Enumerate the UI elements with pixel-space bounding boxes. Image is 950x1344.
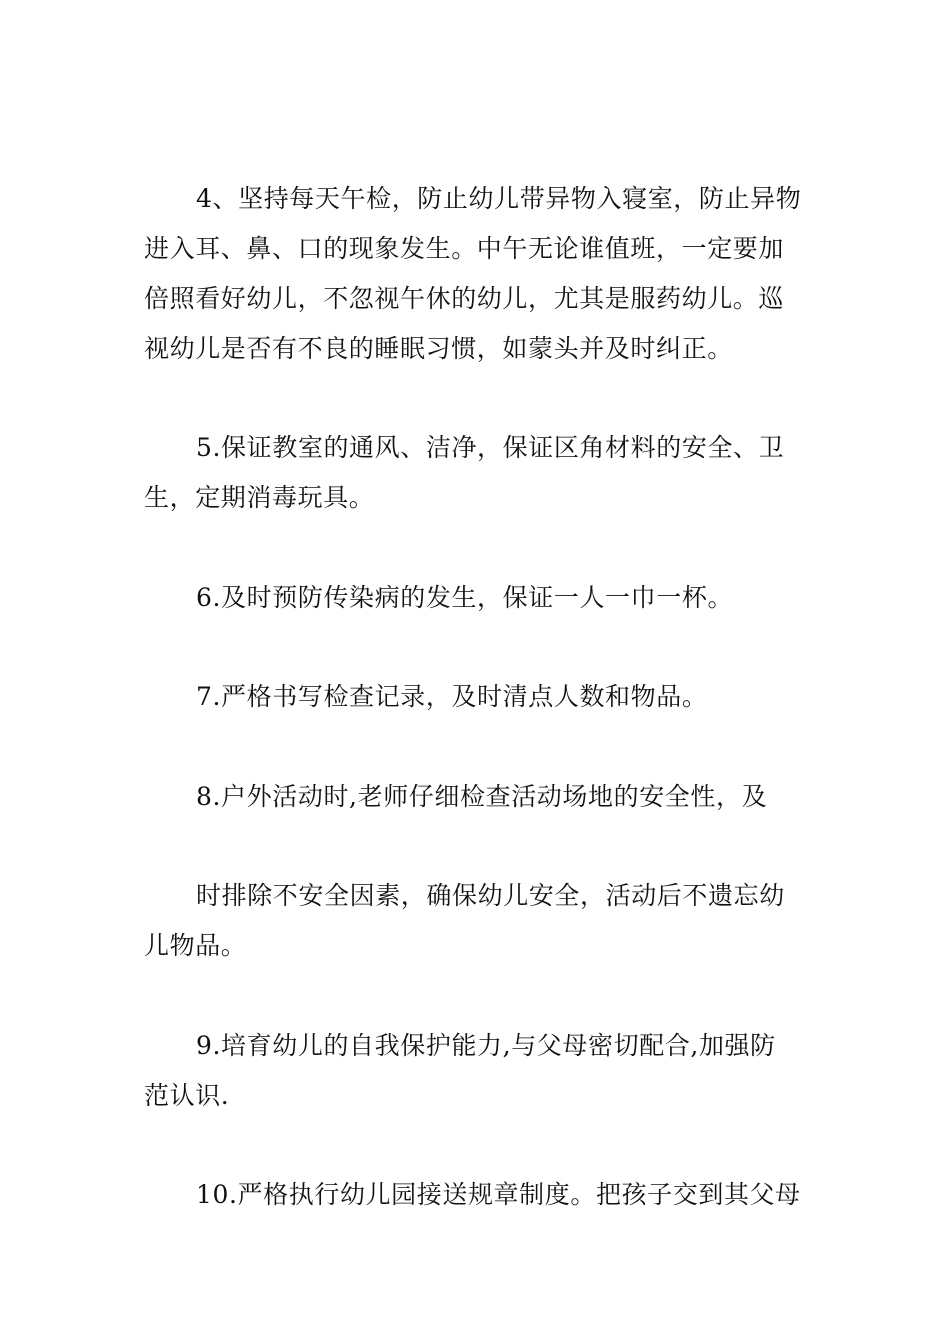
paragraph-9-line-2: 范认识. (144, 1081, 230, 1110)
paragraph-8-continuation-line-2: 儿物品。 (144, 931, 247, 960)
paragraph-4-line-4: 视幼儿是否有不良的睡眠习惯，如蒙头并及时纠正。 (144, 334, 733, 363)
paragraph-8-continuation-line-1: 时排除不安全因素，确保幼儿安全，活动后不遗忘幼 (196, 881, 785, 910)
paragraph-4-line-1: 4、坚持每天午检，防止幼儿带异物入寝室，防止异物 (196, 184, 802, 213)
paragraph-8-line-1: 8.户外活动时,老师仔细检查活动场地的安全性，及 (196, 782, 768, 811)
paragraph-9-line-1: 9.培育幼儿的自我保护能力,与父母密切配合,加强防 (196, 1031, 776, 1060)
paragraph-6-line-1: 6.及时预防传染病的发生，保证一人一巾一杯。 (196, 583, 734, 612)
paragraph-4-line-3: 倍照看好幼儿，不忽视午休的幼儿，尤其是服药幼儿。巡 (144, 284, 785, 313)
paragraph-5-line-1: 5.保证教室的通风、洁净，保证区角材料的安全、卫 (196, 433, 785, 462)
paragraph-10-line-1: 10.严格执行幼儿园接送规章制度。把孩子交到其父母 (196, 1180, 801, 1209)
paragraph-4-line-2: 进入耳、鼻、口的现象发生。中午无论谁值班，一定要加 (144, 234, 785, 263)
paragraph-5-line-2: 生，定期消毒玩具。 (144, 483, 375, 512)
paragraph-7-line-1: 7.严格书写检查记录，及时清点人数和物品。 (196, 682, 708, 711)
